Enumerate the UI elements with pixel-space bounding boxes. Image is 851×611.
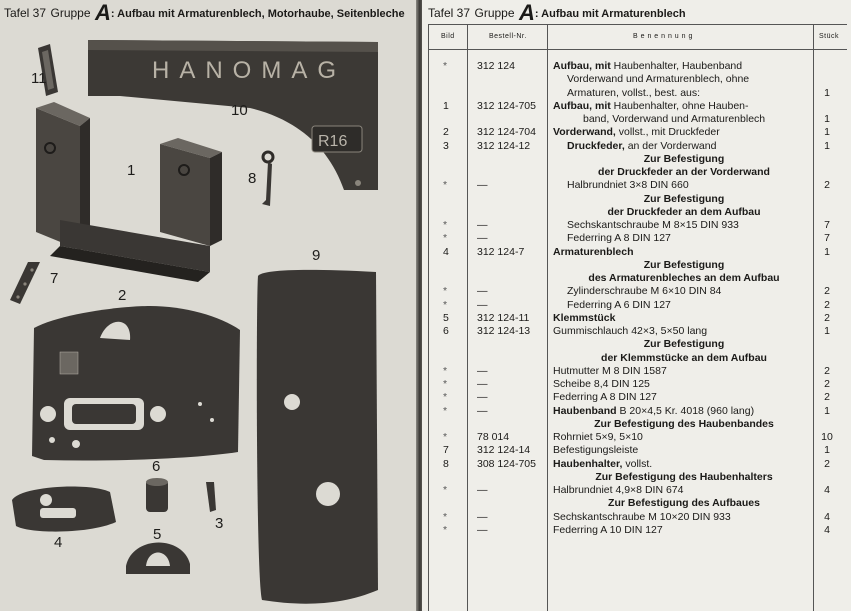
- cell-benennung: [553, 87, 829, 100]
- cell-stueck: 1: [824, 113, 830, 125]
- table-row: [429, 405, 847, 418]
- cell-benennung: [553, 391, 815, 404]
- cell-stueck: 2: [824, 298, 830, 311]
- table-row: [429, 285, 847, 298]
- table-row: [429, 73, 847, 86]
- cell-bestell-nr: 312 124-11: [477, 311, 530, 324]
- cell-bild: *: [443, 510, 448, 523]
- cell-bild: *: [443, 219, 448, 231]
- cell-benennung: [553, 444, 815, 457]
- table-row: [429, 511, 847, 524]
- cell-stueck: 10: [821, 431, 833, 443]
- right-header: [428, 0, 686, 26]
- cell-stueck: 2: [824, 285, 830, 298]
- part-3-spring: [206, 482, 216, 512]
- section-heading: Zur Befestigung des Haubenbandes: [594, 417, 774, 430]
- table-row: [429, 444, 847, 457]
- table-header: [429, 24, 847, 50]
- table-row: [429, 232, 847, 245]
- cell-bild: 7: [443, 444, 449, 457]
- cell-bestell-nr: 312 124-14: [477, 444, 531, 457]
- col-bild: Bild: [441, 33, 455, 40]
- cell-stueck: 1: [824, 86, 830, 99]
- cell-benennung: [553, 73, 829, 86]
- table-row: [429, 87, 847, 100]
- section-heading: Zur Befestigung: [643, 152, 725, 165]
- cell-stueck: 1: [824, 126, 830, 139]
- cell-stueck: 2: [824, 179, 830, 192]
- part-7-strip: [10, 262, 40, 304]
- cell-bestell-nr: 312 124-13: [477, 325, 531, 337]
- cell-benennung: [553, 511, 815, 524]
- cell-benennung: [553, 246, 815, 259]
- cell-benennung: [553, 484, 815, 497]
- cell-stueck: 2: [824, 311, 830, 324]
- cell-benennung-text: Haubenhalter, ohne Hauben-: [610, 99, 749, 112]
- table-row: [429, 458, 847, 471]
- table-row: [429, 471, 847, 484]
- cell-stueck: 4: [824, 510, 830, 523]
- table-row: [429, 219, 847, 232]
- cell-stueck: 2: [824, 391, 830, 404]
- cell-benennung-text: Rohrniet 5×9, 5×10: [553, 431, 643, 443]
- cell-bestell-nr: 312 124-12: [477, 139, 531, 152]
- left-page: [0, 0, 418, 611]
- cell-benennung-text: Zylinderschraube M 6×10 DIN 84: [567, 285, 722, 298]
- cell-bild: *: [443, 298, 448, 311]
- cell-bestell-nr: —: [477, 378, 488, 390]
- table-row: [429, 259, 847, 272]
- cell-bild: 8: [443, 457, 449, 470]
- left-header-gruppe: Gruppe: [50, 6, 91, 20]
- cell-benennung: [553, 405, 815, 418]
- section-heading: Zur Befestigung: [643, 338, 725, 351]
- cell-benennung-text: Halbrundniet 3×8 DIN 660: [567, 179, 689, 192]
- cell-bild: *: [443, 179, 448, 192]
- cell-bild: *: [443, 364, 448, 377]
- label-10: 10: [231, 102, 248, 119]
- cell-benennung-text: Haubenhalter, Haubenband: [610, 60, 743, 72]
- cell-benennung-bold: Armaturenblech: [553, 245, 634, 258]
- right-page: [422, 0, 851, 611]
- cell-benennung-text: Sechskantschraube M 10×20 DIN 933: [553, 510, 731, 523]
- cell-benennung: [553, 219, 829, 232]
- cell-benennung-bold: Aufbau, mit: [553, 99, 611, 112]
- cell-stueck: 1: [824, 245, 830, 258]
- cell-benennung-text: Sechskantschraube M 8×15 DIN 933: [567, 219, 739, 231]
- cell-benennung-text: Hutmutter M 8 DIN 1587: [553, 364, 667, 377]
- cell-benennung-text: Scheibe 8,4 DIN 125: [553, 378, 650, 390]
- table-row: [429, 431, 847, 444]
- cell-benennung: [553, 100, 815, 113]
- table-row: [429, 140, 847, 153]
- cell-stueck: 7: [824, 219, 830, 231]
- cell-benennung-text: Befestigungsleiste: [553, 444, 639, 457]
- cell-stueck: 4: [824, 523, 830, 536]
- cell-stueck: 1: [824, 444, 830, 457]
- cell-benennung-text: Gummischlauch 42×3, 5×50 lang: [553, 325, 708, 337]
- table-row: [429, 338, 847, 351]
- table-row: [429, 60, 847, 73]
- cell-bild: 4: [443, 245, 449, 258]
- col-benennung: B e n e n n u n g: [633, 33, 693, 40]
- cell-stueck: 7: [824, 232, 830, 245]
- part-2-dashboard: [32, 306, 240, 461]
- section-heading: Zur Befestigung des Haubenhalters: [595, 470, 773, 483]
- parts-illustration: [0, 0, 418, 611]
- cell-bestell-nr: —: [477, 298, 488, 311]
- cell-bild: *: [443, 285, 448, 298]
- cell-bestell-nr: —: [477, 510, 488, 523]
- cell-benennung: [553, 431, 815, 444]
- cell-benennung: [553, 179, 829, 192]
- cell-benennung: [553, 458, 815, 471]
- right-header-tafel: Tafel 37: [428, 6, 471, 20]
- cell-benennung-bold: Vorderwand,: [553, 126, 616, 139]
- part-5-clamp: [126, 542, 190, 574]
- cell-benennung: [553, 325, 815, 338]
- cell-benennung-bold: Aufbau, mit: [553, 60, 611, 72]
- section-heading: Zur Befestigung des Aufbaues: [608, 497, 760, 510]
- cell-benennung: [553, 524, 815, 537]
- cell-benennung-text: Federring A 6 DIN 127: [567, 298, 671, 311]
- section-heading: der Klemmstücke an dem Aufbau: [601, 351, 767, 364]
- cell-benennung-text: vollst., mit Druckfeder: [615, 126, 720, 139]
- cell-bild: 5: [443, 311, 449, 324]
- table-row: [429, 299, 847, 312]
- part-1-body-frame: [36, 102, 222, 282]
- cell-benennung: [553, 312, 815, 325]
- part-9-side-plate: [257, 270, 378, 604]
- cell-benennung: [553, 378, 815, 391]
- cell-bild: *: [443, 391, 448, 404]
- cell-bestell-nr: —: [477, 364, 488, 377]
- right-header-gruppe: Gruppe: [474, 6, 515, 20]
- cell-bestell-nr: 312 124: [477, 60, 515, 72]
- right-header-title: : Aufbau mit Armaturenblech: [534, 8, 686, 20]
- cell-bild: *: [443, 431, 448, 443]
- table-row: [429, 524, 847, 537]
- parts-table: [428, 24, 847, 611]
- cell-bild: *: [443, 232, 448, 245]
- left-header-tafel: Tafel 37: [4, 6, 47, 20]
- label-11: 11: [31, 70, 47, 87]
- table-row: [429, 100, 847, 113]
- cell-bestell-nr: —: [477, 484, 488, 496]
- table-row: [429, 126, 847, 139]
- cell-benennung: [553, 126, 815, 139]
- cell-bestell-nr: 308 124-705: [477, 457, 536, 470]
- table-row: [429, 418, 847, 431]
- table-row: [429, 325, 847, 338]
- left-header-title: : Aufbau mit Armaturenblech, Motorhaube, Seitenbleche: [110, 8, 405, 20]
- cell-bestell-nr: 312 124-7: [477, 245, 525, 258]
- table-row: [429, 497, 847, 510]
- part-4-plate: [12, 486, 116, 531]
- label-4: 4: [54, 534, 63, 551]
- cell-benennung-text: Federring A 8 DIN 127: [553, 391, 657, 404]
- hanomag-lettering: HANOMAG: [152, 57, 347, 84]
- cell-stueck: 1: [824, 325, 830, 337]
- left-header-letter: A: [94, 0, 111, 25]
- cell-benennung: [553, 140, 829, 153]
- cell-bestell-nr: —: [477, 391, 488, 404]
- cell-bild: *: [443, 60, 448, 72]
- cell-benennung-text: vollst.: [622, 457, 653, 470]
- cell-stueck: 1: [824, 139, 830, 152]
- label-8: 8: [248, 170, 257, 187]
- cell-benennung-text: Armaturen, vollst., best. aus:: [567, 86, 701, 99]
- cell-bestell-nr: 312 124-704: [477, 126, 536, 139]
- section-heading: der Druckfeder an dem Aufbau: [607, 205, 761, 218]
- cell-benennung-bold: Haubenband: [553, 404, 617, 417]
- cell-benennung-text: Halbrundniet 4,9×8 DIN 674: [553, 484, 684, 496]
- label-5: 5: [153, 526, 162, 543]
- table-row: [429, 391, 847, 404]
- cell-bild: 1: [443, 99, 449, 112]
- cell-stueck: 2: [824, 457, 830, 470]
- badge-r16: R16: [318, 133, 348, 150]
- col-bestell-nr: Bestell-Nr.: [489, 33, 527, 40]
- cell-benennung: [553, 299, 829, 312]
- part-8-hood-holder: [262, 152, 273, 206]
- label-2: 2: [118, 287, 127, 304]
- section-heading: des Armaturenbleches an dem Aufbau: [588, 272, 780, 284]
- cell-benennung-bold: Haubenhalter,: [553, 457, 623, 470]
- cell-stueck: 4: [824, 484, 830, 496]
- cell-benennung-text: Federring A 8 DIN 127: [567, 232, 671, 245]
- cell-benennung-text: an der Vorderwand: [624, 139, 717, 152]
- table-row: [429, 352, 847, 365]
- cell-bild: *: [443, 523, 448, 536]
- cell-bestell-nr: 78 014: [477, 431, 510, 443]
- cell-bild: *: [443, 484, 448, 496]
- section-heading: der Druckfeder an der Vorderwand: [598, 166, 770, 178]
- cell-benennung-bold: Druckfeder,: [567, 139, 625, 152]
- cell-stueck: 2: [824, 364, 830, 377]
- label-3: 3: [215, 515, 224, 532]
- cell-bild: 2: [443, 126, 449, 139]
- table-row: [429, 312, 847, 325]
- right-header-letter: A: [518, 0, 535, 25]
- table-row: [429, 378, 847, 391]
- table-row: [429, 206, 847, 219]
- section-heading: Zur Befestigung: [643, 258, 725, 271]
- cell-benennung-text: B 20×4,5 Kr. 4018 (960 lang): [616, 404, 755, 417]
- table-row: [429, 113, 847, 126]
- label-9: 9: [312, 247, 321, 264]
- table-row: [429, 246, 847, 259]
- section-heading: Zur Befestigung: [643, 192, 725, 205]
- cell-bild: 6: [443, 325, 449, 337]
- cell-bild: *: [443, 404, 448, 417]
- label-7: 7: [50, 270, 59, 287]
- cell-benennung: [553, 113, 845, 126]
- cell-stueck: 2: [824, 378, 830, 390]
- cell-benennung-bold: Klemmstück: [553, 311, 616, 324]
- table-row: [429, 193, 847, 206]
- cell-bestell-nr: —: [477, 404, 488, 417]
- cell-benennung-text: Federring A 10 DIN 127: [553, 523, 663, 536]
- table-row: [429, 484, 847, 497]
- cell-benennung: [553, 232, 829, 245]
- cell-benennung-text: Vorderwand und Armaturenblech, ohne: [567, 73, 750, 86]
- part-6-hose: [146, 478, 168, 512]
- cell-bestell-nr: 312 124-705: [477, 99, 536, 112]
- table-row: [429, 272, 847, 285]
- cell-benennung: [553, 60, 815, 73]
- cell-bild: *: [443, 378, 448, 390]
- col-stueck: Stück: [819, 33, 840, 40]
- cell-benennung: [553, 285, 829, 298]
- cell-bestell-nr: —: [477, 179, 488, 192]
- cell-benennung-text: band, Vorderwand und Armaturenblech: [583, 113, 766, 125]
- cell-bestell-nr: —: [477, 285, 488, 298]
- table-row: [429, 153, 847, 166]
- table-row: [429, 179, 847, 192]
- cell-stueck: 1: [824, 404, 830, 417]
- cell-bestell-nr: —: [477, 232, 488, 245]
- cell-bestell-nr: —: [477, 523, 488, 536]
- table-row: [429, 365, 847, 378]
- label-6: 6: [152, 458, 161, 475]
- cell-bestell-nr: —: [477, 219, 488, 231]
- label-1: 1: [127, 162, 136, 179]
- cell-benennung: [553, 365, 815, 378]
- table-row: [429, 166, 847, 179]
- cell-bild: 3: [443, 139, 449, 152]
